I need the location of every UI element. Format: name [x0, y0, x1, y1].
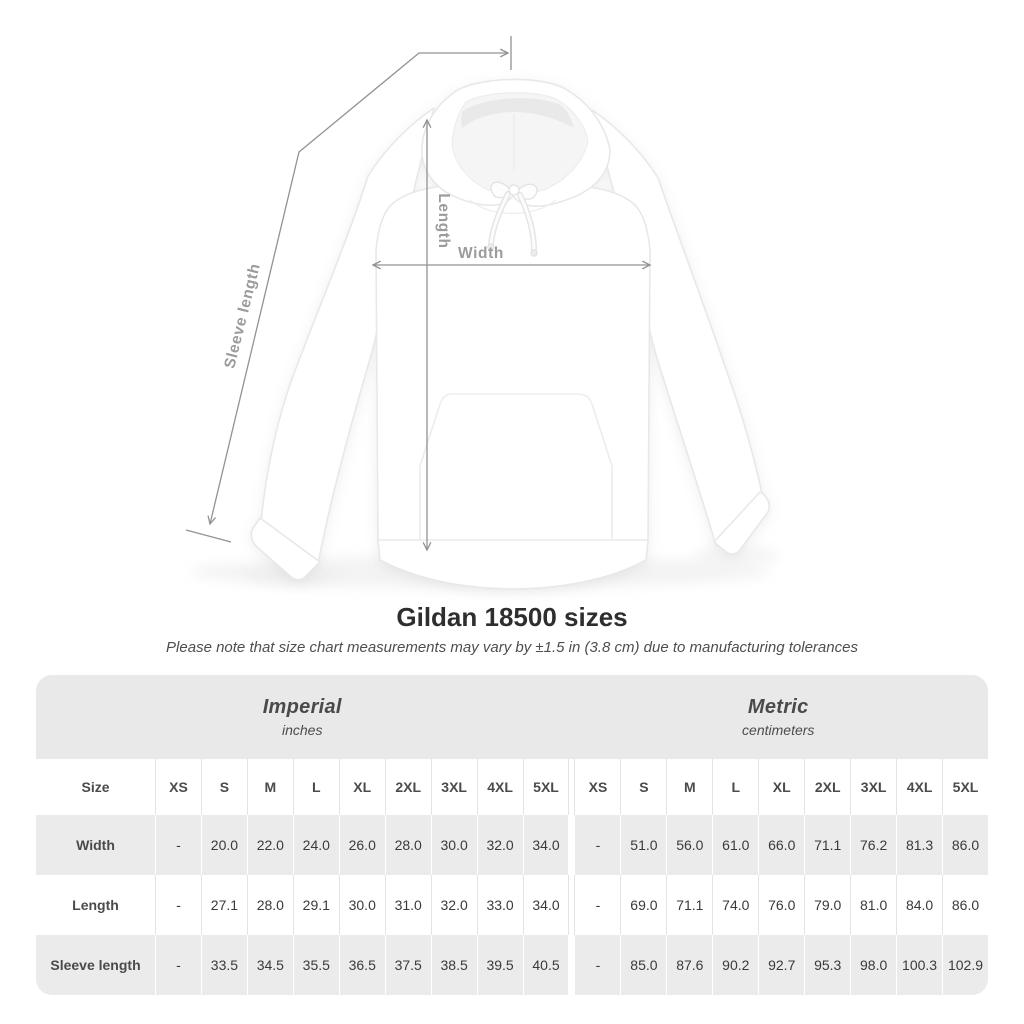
- value-cell: 22.0: [247, 815, 293, 875]
- value-cell: 30.0: [339, 875, 385, 935]
- value-cell: -: [155, 875, 201, 935]
- size-col-header: 2XL: [385, 759, 431, 815]
- value-cell: 90.2: [712, 935, 758, 995]
- value-cell: 102.9: [942, 935, 988, 995]
- hoodie-pocket: [420, 394, 612, 540]
- size-col-header: 3XL: [850, 759, 896, 815]
- value-cell: 32.0: [477, 815, 523, 875]
- value-cell: 85.0: [620, 935, 666, 995]
- metric-section-header: [568, 675, 988, 759]
- value-cell: 86.0: [942, 815, 988, 875]
- value-cell: -: [155, 935, 201, 995]
- value-cell: 35.5: [293, 935, 339, 995]
- value-cell: 33.5: [201, 935, 247, 995]
- value-cell: 32.0: [431, 875, 477, 935]
- value-cell: 71.1: [804, 815, 850, 875]
- value-cell: 87.6: [666, 935, 712, 995]
- value-cell: 74.0: [712, 875, 758, 935]
- imperial-section-title: Imperial: [262, 696, 342, 718]
- metric-section-title: Metric: [747, 696, 809, 718]
- value-cell: 28.0: [385, 815, 431, 875]
- size-chart-card: [36, 675, 988, 995]
- row-label: Length: [36, 875, 155, 935]
- length-label: Length: [435, 193, 452, 249]
- value-cell: -: [574, 875, 620, 935]
- size-col-header: XS: [574, 759, 620, 815]
- value-cell: 38.5: [431, 935, 477, 995]
- size-col-header: S: [620, 759, 666, 815]
- value-cell: 56.0: [666, 815, 712, 875]
- value-cell: 31.0: [385, 875, 431, 935]
- size-col-header: 5XL: [942, 759, 988, 815]
- value-cell: 66.0: [758, 815, 804, 875]
- value-cell: 81.0: [850, 875, 896, 935]
- value-cell: 37.5: [385, 935, 431, 995]
- value-cell: 76.2: [850, 815, 896, 875]
- value-cell: 81.3: [896, 815, 942, 875]
- row-label: Width: [36, 815, 155, 875]
- imperial-section-unit: inches: [282, 722, 323, 738]
- size-col-header: M: [247, 759, 293, 815]
- value-cell: 33.0: [477, 875, 523, 935]
- size-col-header: 5XL: [523, 759, 569, 815]
- value-cell: 34.0: [523, 875, 569, 935]
- value-cell: -: [574, 815, 620, 875]
- size-col-header: L: [293, 759, 339, 815]
- size-col-header: XS: [155, 759, 201, 815]
- size-corner-label: Size: [36, 759, 155, 815]
- size-col-header: XL: [339, 759, 385, 815]
- value-cell: 86.0: [942, 875, 988, 935]
- value-cell: 20.0: [201, 815, 247, 875]
- value-cell: 36.5: [339, 935, 385, 995]
- sleeve-cuff-tick: [186, 530, 231, 542]
- page-title: Gildan 18500 sizes: [396, 602, 628, 632]
- size-col-header: 4XL: [896, 759, 942, 815]
- value-cell: 100.3: [896, 935, 942, 995]
- value-cell: 51.0: [620, 815, 666, 875]
- value-cell: 39.5: [477, 935, 523, 995]
- size-chart-grid: [36, 675, 988, 995]
- size-col-header: 2XL: [804, 759, 850, 815]
- value-cell: 98.0: [850, 935, 896, 995]
- sleeve-length-label: Sleeve length: [221, 261, 264, 371]
- size-col-header: L: [712, 759, 758, 815]
- value-cell: 29.1: [293, 875, 339, 935]
- row-label: Sleeve length: [36, 935, 155, 995]
- value-cell: 26.0: [339, 815, 385, 875]
- value-cell: 30.0: [431, 815, 477, 875]
- value-cell: 95.3: [804, 935, 850, 995]
- value-cell: 69.0: [620, 875, 666, 935]
- value-cell: 79.0: [804, 875, 850, 935]
- size-col-header: XL: [758, 759, 804, 815]
- width-label: Width: [458, 245, 504, 262]
- value-cell: 71.1: [666, 875, 712, 935]
- value-cell: 76.0: [758, 875, 804, 935]
- imperial-section-header: [36, 675, 568, 759]
- tolerance-note: Please note that size chart measurements may vary by ±1.5 in (3.8 cm) due to manufacturing tolerances: [166, 639, 858, 656]
- value-cell: 40.5: [523, 935, 569, 995]
- value-cell: -: [574, 935, 620, 995]
- value-cell: 84.0: [896, 875, 942, 935]
- value-cell: 27.1: [201, 875, 247, 935]
- value-cell: 92.7: [758, 935, 804, 995]
- value-cell: 34.5: [247, 935, 293, 995]
- size-col-header: 4XL: [477, 759, 523, 815]
- size-col-header: M: [666, 759, 712, 815]
- value-cell: 61.0: [712, 815, 758, 875]
- value-cell: 28.0: [247, 875, 293, 935]
- size-col-header: 3XL: [431, 759, 477, 815]
- size-col-header: S: [201, 759, 247, 815]
- value-cell: 34.0: [523, 815, 569, 875]
- value-cell: -: [155, 815, 201, 875]
- value-cell: 24.0: [293, 815, 339, 875]
- hoodie-illustration: [251, 79, 769, 589]
- metric-section-unit: centimeters: [742, 722, 815, 738]
